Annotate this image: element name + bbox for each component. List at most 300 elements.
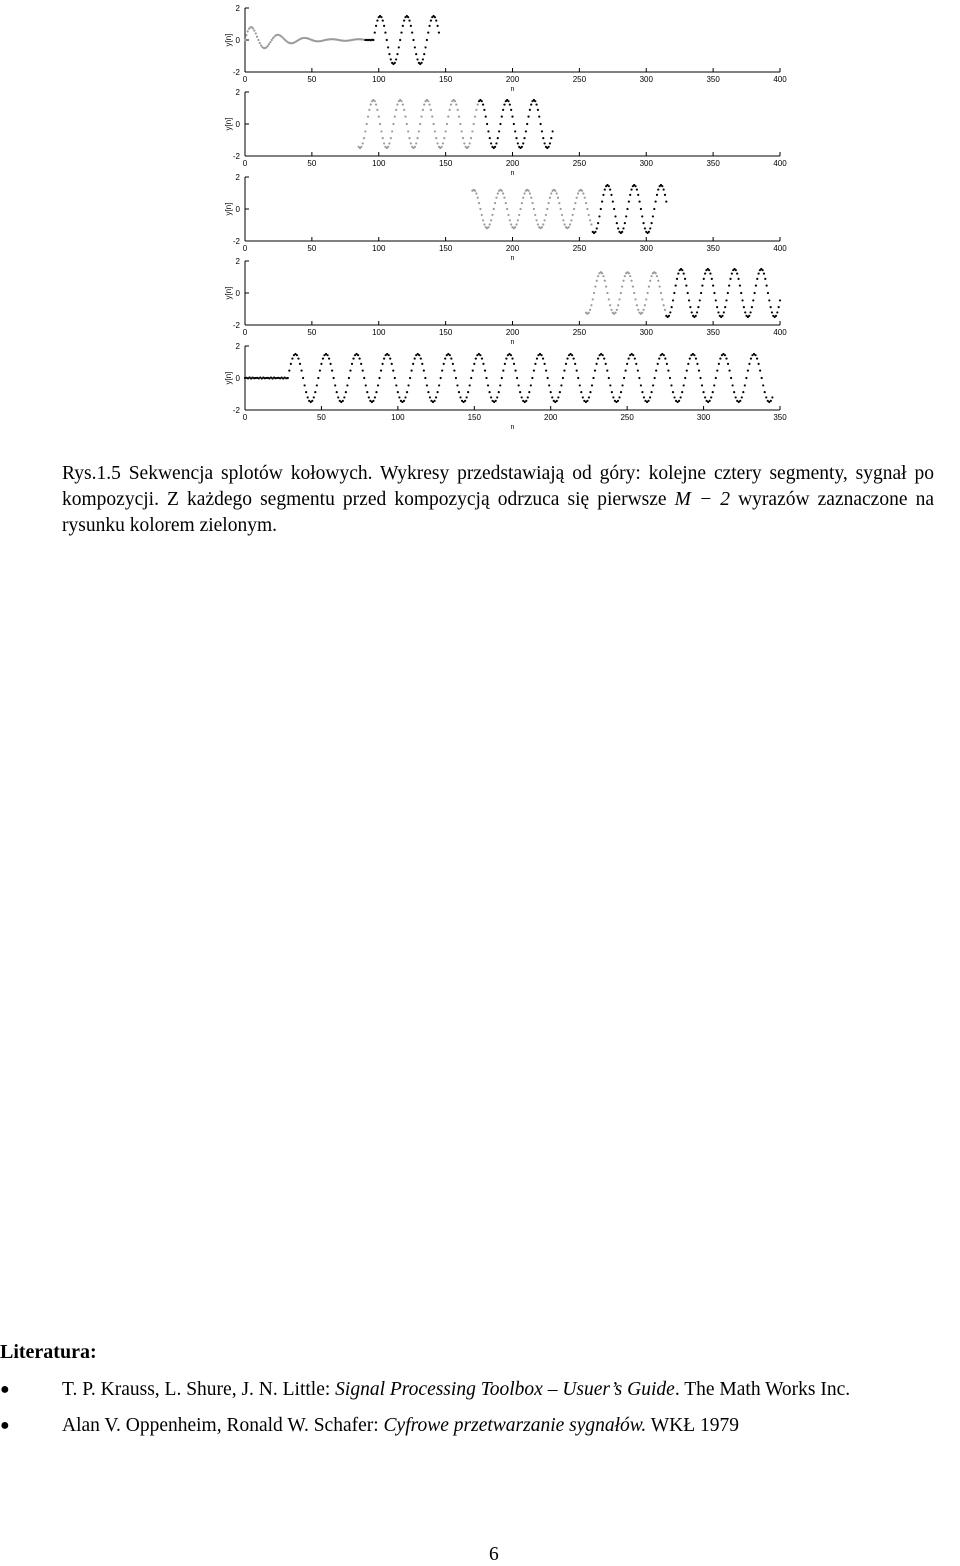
data-point: [511, 357, 513, 359]
bullet-dot-icon: ●: [0, 1381, 10, 1398]
reference-item: [0, 1411, 960, 1447]
data-point: [750, 357, 752, 359]
data-point: [596, 280, 598, 282]
x-tick-label: 100: [372, 159, 386, 168]
data-point: [464, 400, 466, 402]
data-point: [449, 354, 451, 356]
data-point: [529, 109, 531, 111]
y-tick-label: 2: [235, 4, 240, 13]
data-point: [469, 384, 471, 386]
data-point: [402, 25, 404, 27]
data-point: [590, 304, 592, 306]
data-point: [424, 46, 426, 48]
data-point: [320, 363, 322, 365]
data-point: [485, 377, 487, 379]
data-point: [594, 231, 596, 233]
y-tick-label: 2: [235, 257, 240, 266]
data-point: [609, 188, 611, 190]
data-point: [573, 208, 575, 210]
data-point: [556, 400, 558, 402]
data-point: [394, 377, 396, 379]
data-point: [387, 146, 389, 148]
data-point: [612, 396, 614, 398]
data-point: [573, 357, 575, 359]
data-point: [571, 354, 573, 356]
data-point: [668, 315, 670, 317]
data-point: [382, 137, 384, 139]
data-point: [342, 400, 344, 402]
data-point: [541, 130, 543, 132]
data-point: [499, 123, 501, 125]
data-point: [755, 284, 757, 286]
data-point: [403, 109, 405, 111]
y-tick-label: 2: [235, 342, 240, 351]
data-point: [449, 109, 451, 111]
data-point: [517, 142, 519, 144]
data-point: [495, 400, 497, 402]
data-point: [495, 197, 497, 199]
data-point: [534, 100, 536, 102]
x-axis-label: n: [510, 86, 515, 93]
data-point: [382, 19, 384, 21]
data-point: [569, 223, 571, 225]
data-point: [498, 130, 500, 132]
y-tick-label: -2: [232, 152, 240, 161]
data-point: [687, 292, 689, 294]
x-tick-label: 350: [706, 159, 720, 168]
data-point: [450, 357, 452, 359]
data-point: [701, 284, 703, 286]
data-point: [259, 42, 261, 44]
data-point: [742, 391, 744, 393]
data-point: [479, 354, 481, 356]
caption-math: M − 2: [674, 489, 730, 510]
data-point: [408, 137, 410, 139]
data-point: [663, 304, 665, 306]
data-point: [535, 219, 537, 221]
data-point: [550, 391, 552, 393]
data-point: [557, 197, 559, 199]
data-point: [522, 197, 524, 199]
data-point: [545, 369, 547, 371]
data-point: [602, 354, 604, 356]
data-point: [407, 130, 409, 132]
data-point: [737, 278, 739, 280]
x-tick-label: 250: [572, 75, 587, 84]
x-tick-label: 200: [505, 159, 520, 168]
data-point: [481, 357, 483, 359]
data-point: [657, 363, 659, 365]
data-point: [562, 377, 564, 379]
data-point: [540, 354, 542, 356]
data-point: [372, 39, 374, 41]
data-point: [398, 46, 400, 48]
data-point: [379, 123, 381, 125]
data-point: [482, 103, 484, 105]
data-point: [530, 384, 532, 386]
data-point: [681, 391, 683, 393]
data-point: [437, 25, 439, 27]
plot-panel: [224, 342, 787, 431]
data-point: [603, 357, 605, 359]
data-point: [383, 142, 385, 144]
x-tick-label: 0: [242, 159, 248, 168]
data-point: [630, 188, 632, 190]
y-tick-label: 0: [235, 289, 240, 298]
data-point: [635, 363, 637, 365]
data-point: [406, 391, 408, 393]
plot-panel: [224, 4, 787, 93]
data-point: [378, 377, 380, 379]
data-point: [548, 202, 550, 204]
data-point: [574, 202, 576, 204]
data-point: [756, 278, 758, 280]
data-point: [744, 384, 746, 386]
data-point: [602, 275, 604, 277]
data-point: [406, 123, 408, 125]
data-point: [618, 396, 620, 398]
data-point: [407, 384, 409, 386]
data-point: [598, 215, 600, 217]
x-tick-label: 150: [438, 159, 453, 168]
data-point: [351, 363, 353, 365]
data-point: [317, 377, 319, 379]
data-point: [778, 306, 780, 308]
data-point: [641, 391, 643, 393]
x-tick-label: 0: [242, 328, 248, 337]
x-tick-label: 200: [505, 244, 520, 253]
data-point: [758, 363, 760, 365]
data-point: [661, 185, 663, 187]
data-point: [445, 130, 447, 132]
x-axis-label: n: [510, 424, 515, 431]
data-point: [435, 19, 437, 21]
data-point: [381, 363, 383, 365]
data-point: [752, 299, 754, 301]
data-point: [412, 363, 414, 365]
data-point: [475, 357, 477, 359]
data-point: [386, 39, 388, 41]
data-point: [441, 369, 443, 371]
data-point: [648, 285, 650, 287]
data-point: [642, 309, 644, 311]
data-point: [673, 396, 675, 398]
data-point: [557, 396, 559, 398]
data-point: [608, 185, 610, 187]
data-point: [756, 357, 758, 359]
data-point: [519, 208, 521, 210]
data-point: [712, 391, 714, 393]
data-point: [719, 357, 721, 359]
data-point: [389, 357, 391, 359]
data-point: [374, 31, 376, 33]
data-point: [616, 222, 618, 224]
data-point: [699, 377, 701, 379]
data-point: [637, 369, 639, 371]
data-point: [768, 299, 770, 301]
data-point: [410, 142, 412, 144]
data-point: [502, 109, 504, 111]
data-point: [669, 377, 671, 379]
data-point: [622, 280, 624, 282]
data-point: [586, 208, 588, 210]
data-point: [624, 275, 626, 277]
data-point: [549, 197, 551, 199]
data-point: [478, 202, 480, 204]
plot-panel: [224, 257, 787, 346]
data-point: [395, 384, 397, 386]
data-point: [467, 391, 469, 393]
data-point: [544, 142, 546, 144]
data-point: [589, 219, 591, 221]
data-point: [296, 354, 298, 356]
data-point: [636, 188, 638, 190]
data-point: [511, 115, 513, 117]
data-point: [608, 377, 610, 379]
y-axis-label: y[n]: [224, 371, 233, 385]
data-point: [620, 292, 622, 294]
data-point: [380, 130, 382, 132]
data-point: [681, 269, 683, 271]
data-point: [517, 219, 519, 221]
data-point: [426, 384, 428, 386]
data-point: [700, 292, 702, 294]
data-point: [741, 396, 743, 398]
x-tick-label: 200: [505, 328, 520, 337]
data-point: [633, 292, 635, 294]
data-point: [683, 384, 685, 386]
data-point: [545, 214, 547, 216]
data-point: [481, 214, 483, 216]
data-point: [394, 62, 396, 64]
data-point: [527, 396, 529, 398]
data-point: [708, 269, 710, 271]
data-point: [400, 100, 402, 102]
data-point: [771, 311, 773, 313]
data-point: [698, 369, 700, 371]
data-point: [537, 223, 539, 225]
data-point: [430, 109, 432, 111]
data-point: [395, 109, 397, 111]
plot-panel: [224, 88, 787, 177]
x-axis-label: n: [510, 255, 515, 262]
data-point: [560, 384, 562, 386]
data-point: [542, 357, 544, 359]
data-point: [403, 400, 405, 402]
data-point: [552, 130, 554, 132]
data-point: [632, 354, 634, 356]
data-point: [456, 384, 458, 386]
data-point: [498, 391, 500, 393]
data-point: [546, 208, 548, 210]
reference-item: [0, 1375, 960, 1411]
x-tick-label: 400: [773, 244, 787, 253]
data-point: [366, 123, 368, 125]
data-point: [776, 311, 778, 313]
data-point: [621, 231, 623, 233]
y-axis-label: y[n]: [224, 33, 233, 47]
data-point: [611, 391, 613, 393]
data-point: [660, 292, 662, 294]
data-point: [494, 202, 496, 204]
data-point: [470, 377, 472, 379]
data-point: [407, 16, 409, 18]
data-point: [253, 29, 255, 31]
data-point: [435, 137, 437, 139]
data-point: [617, 227, 619, 229]
data-point: [438, 31, 440, 33]
data-point: [398, 396, 400, 398]
data-point: [594, 369, 596, 371]
data-point: [654, 377, 656, 379]
data-point: [625, 215, 627, 217]
data-point: [345, 391, 347, 393]
data-point: [641, 312, 643, 314]
data-point: [244, 39, 246, 41]
data-point: [530, 103, 532, 105]
data-point: [434, 130, 436, 132]
data-point: [715, 377, 717, 379]
data-point: [394, 115, 396, 117]
data-point: [596, 227, 598, 229]
data-point: [638, 377, 640, 379]
data-point: [661, 298, 663, 300]
y-axis-label: y[n]: [224, 286, 233, 300]
data-point: [672, 299, 674, 301]
data-point: [427, 391, 429, 393]
data-point: [515, 223, 517, 225]
data-point: [404, 115, 406, 117]
data-point: [499, 384, 501, 386]
data-point: [590, 223, 592, 225]
data-point: [585, 202, 587, 204]
data-point: [565, 363, 567, 365]
data-point: [747, 369, 749, 371]
data-point: [311, 400, 313, 402]
data-point: [536, 357, 538, 359]
data-point: [655, 272, 657, 274]
data-point: [527, 115, 529, 117]
data-point: [539, 123, 541, 125]
data-point: [505, 357, 507, 359]
data-point: [655, 369, 657, 371]
data-point: [554, 190, 556, 192]
data-point: [268, 43, 270, 45]
data-point: [375, 25, 377, 27]
data-point: [304, 384, 306, 386]
data-point: [514, 226, 516, 228]
data-point: [641, 215, 643, 217]
data-point: [510, 223, 512, 225]
data-point: [288, 369, 290, 371]
data-point: [488, 391, 490, 393]
data-point: [395, 58, 397, 60]
data-point: [267, 45, 269, 47]
data-point: [470, 137, 472, 139]
data-point: [651, 222, 653, 224]
data-point: [409, 377, 411, 379]
data-point: [621, 285, 623, 287]
x-tick-label: 250: [620, 413, 634, 422]
x-tick-label: 50: [307, 75, 317, 84]
data-point: [685, 284, 687, 286]
data-point: [459, 123, 461, 125]
data-point: [558, 202, 560, 204]
x-tick-label: 300: [639, 328, 653, 337]
data-point: [563, 369, 565, 371]
reference-title: Signal Processing Toolbox – Usuer’s Guide: [335, 1379, 675, 1400]
data-point: [419, 123, 421, 125]
data-point: [762, 269, 764, 271]
data-point: [709, 400, 711, 402]
data-point: [374, 396, 376, 398]
data-point: [551, 396, 553, 398]
data-point: [751, 306, 753, 308]
data-point: [716, 306, 718, 308]
data-point: [307, 396, 309, 398]
data-point: [626, 363, 628, 365]
data-point: [297, 357, 299, 359]
data-point: [704, 272, 706, 274]
x-tick-label: 50: [316, 413, 326, 422]
data-point: [730, 377, 732, 379]
data-point: [457, 109, 459, 111]
data-point: [483, 109, 485, 111]
data-point: [515, 137, 517, 139]
data-point: [678, 400, 680, 402]
data-point: [634, 357, 636, 359]
data-point: [313, 396, 315, 398]
data-point: [675, 284, 677, 286]
data-point: [663, 188, 665, 190]
data-point: [430, 19, 432, 21]
x-tick-label: 150: [438, 244, 453, 253]
data-point: [610, 194, 612, 196]
x-axis-label: n: [510, 339, 515, 346]
data-point: [357, 354, 359, 356]
data-point: [330, 363, 332, 365]
data-point: [704, 396, 706, 398]
data-point: [586, 400, 588, 402]
data-point: [467, 146, 469, 148]
data-point: [435, 396, 437, 398]
data-point: [610, 309, 612, 311]
data-point: [702, 391, 704, 393]
data-point: [640, 384, 642, 386]
data-point: [420, 115, 422, 117]
data-point: [521, 396, 523, 398]
data-point: [617, 400, 619, 402]
data-point: [418, 354, 420, 356]
x-tick-label: 300: [639, 244, 653, 253]
data-point: [479, 208, 481, 210]
data-point: [507, 100, 509, 102]
data-point: [525, 130, 527, 132]
data-point: [667, 369, 669, 371]
data-point: [643, 396, 645, 398]
data-point: [670, 384, 672, 386]
data-point: [522, 142, 524, 144]
data-point: [521, 202, 523, 204]
data-point: [765, 396, 767, 398]
data-point: [486, 123, 488, 125]
data-point: [618, 298, 620, 300]
data-point: [574, 363, 576, 365]
data-point: [570, 219, 572, 221]
data-point: [673, 292, 675, 294]
data-point: [709, 272, 711, 274]
data-point: [655, 200, 657, 202]
